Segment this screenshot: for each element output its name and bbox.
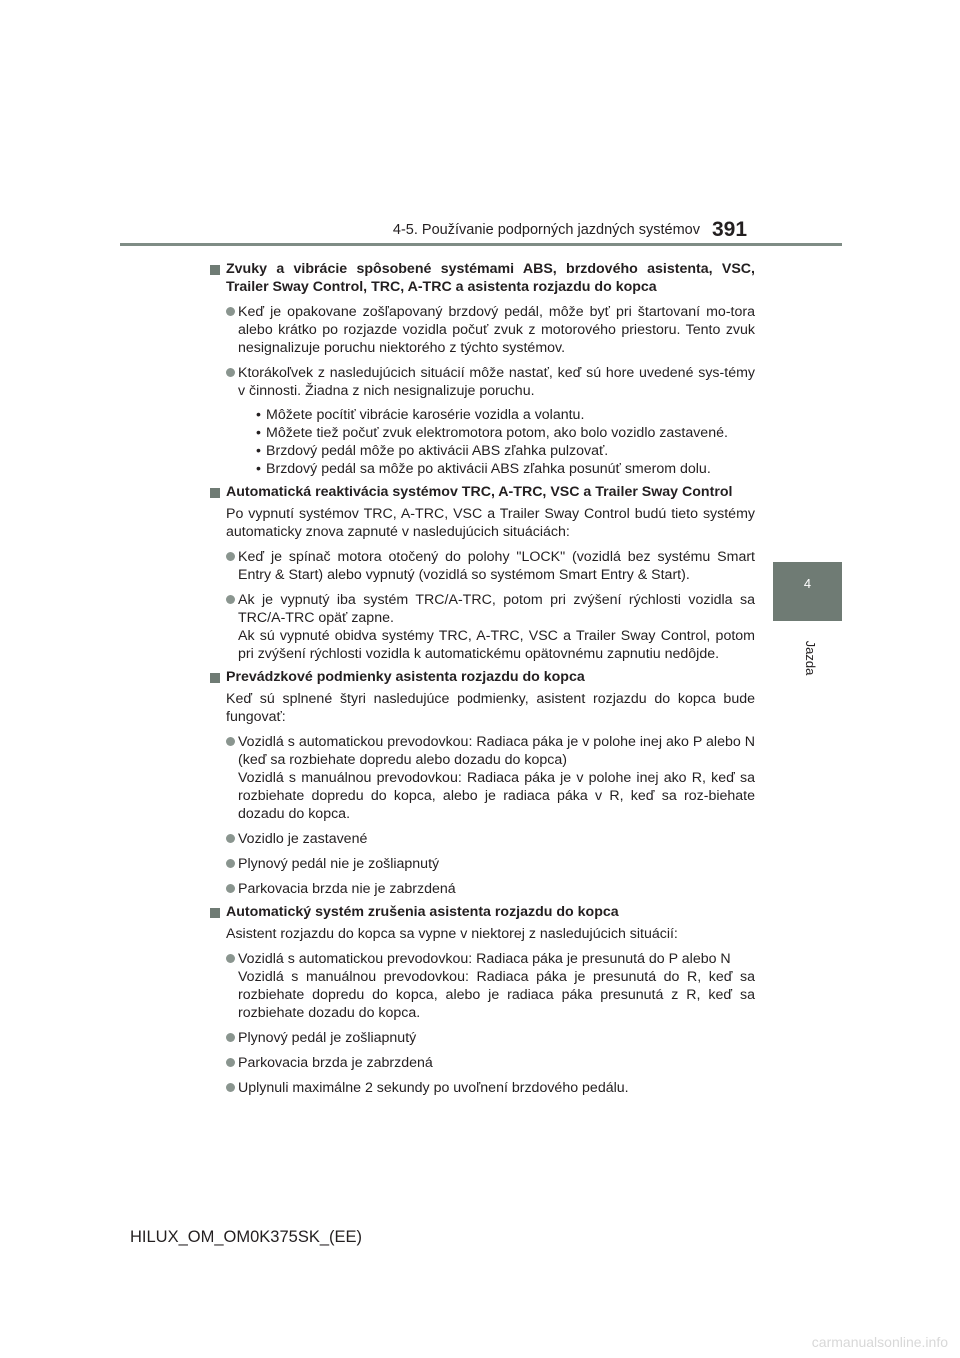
bullet-item bbox=[210, 830, 755, 848]
round-bullet-icon bbox=[226, 737, 235, 746]
bullet-item bbox=[210, 303, 755, 357]
square-bullet-icon bbox=[210, 265, 220, 275]
section-title: Automatický systém zrušenia asistenta rozjazdu do kopca bbox=[226, 904, 619, 920]
section-intro: Po vypnutí systémov TRC, A-TRC, VSC a Trailer Sway Control budú tieto systémy automaticky znova zapnuté v nasledujúcich situáciách: bbox=[226, 506, 755, 540]
round-bullet-icon bbox=[226, 859, 235, 868]
main-content bbox=[210, 255, 755, 1097]
chapter-number: 4 bbox=[803, 576, 812, 591]
sub-item bbox=[238, 460, 755, 478]
small-dot-icon: • bbox=[256, 443, 261, 459]
bullet-item bbox=[210, 591, 755, 663]
section-title: Zvuky a vibrácie spôsobené systémami ABS, brzdového asistenta, VSC, Trailer Sway Control, TRC, A-TRC a asistenta rozjazdu do kopca bbox=[226, 261, 755, 295]
sub-item bbox=[238, 406, 755, 424]
chapter-tab bbox=[773, 562, 842, 621]
round-bullet-icon bbox=[226, 834, 235, 843]
bullet-text: Vozidlá s automatickou prevodovkou: Radiaca páka je v polohe inej ako P alebo N (keď sa rozbiehate dopredu alebo dozadu do kopca) bbox=[238, 734, 755, 768]
bullet-item bbox=[210, 1079, 755, 1097]
bullet-text: Vozidlá s automatickou prevodovkou: Radiaca páka je presunutá do P alebo N bbox=[238, 951, 731, 967]
square-bullet-icon bbox=[210, 908, 220, 918]
document-code: HILUX_OM_OM0K375SK_(EE) bbox=[130, 1228, 363, 1246]
round-bullet-icon bbox=[226, 368, 235, 377]
sub-item-text: Brzdový pedál sa môže po aktivácii ABS zľahka posunúť smerom dolu. bbox=[266, 461, 711, 477]
round-bullet-icon bbox=[226, 307, 235, 316]
section-heading bbox=[210, 668, 755, 686]
bullet-item bbox=[210, 364, 755, 478]
bullet-text: Vozidlo je zastavené bbox=[238, 831, 368, 847]
round-bullet-icon bbox=[226, 1058, 235, 1067]
sub-item-text: Môžete tiež počuť zvuk elektromotora potom, ako bolo vozidlo zastavené. bbox=[266, 425, 728, 441]
bullet-item bbox=[210, 880, 755, 898]
page-number: 391 bbox=[712, 218, 748, 241]
chapter-label: Jazda bbox=[803, 640, 818, 676]
sub-item-text: Môžete pocítiť vibrácie karosérie vozidla a volantu. bbox=[266, 407, 585, 423]
header-section-title: 4-5. Používanie podporných jazdných systémov bbox=[392, 222, 700, 238]
bullet-item bbox=[210, 950, 755, 1022]
small-dot-icon: • bbox=[256, 425, 261, 441]
bullet-text: Uplynuli maximálne 2 sekundy po uvoľnení brzdového pedálu. bbox=[238, 1080, 629, 1096]
bullet-item bbox=[210, 855, 755, 873]
section-title: Prevádzkové podmienky asistenta rozjazdu do kopca bbox=[226, 669, 585, 685]
bullet-text: Parkovacia brzda nie je zabrzdená bbox=[238, 881, 456, 897]
square-bullet-icon bbox=[210, 488, 220, 498]
header-divider bbox=[120, 243, 842, 246]
sub-item-text: Brzdový pedál môže po aktivácii ABS zľahka pulzovať. bbox=[266, 443, 609, 459]
round-bullet-icon bbox=[226, 1033, 235, 1042]
sub-item bbox=[238, 424, 755, 442]
section-intro: Keď sú splnené štyri nasledujúce podmienky, asistent rozjazdu do kopca bude fungovať: bbox=[226, 691, 755, 725]
bullet-text: Plynový pedál nie je zošliapnutý bbox=[238, 856, 440, 872]
small-dot-icon: • bbox=[256, 407, 261, 423]
section-heading bbox=[210, 260, 755, 296]
sub-list bbox=[238, 406, 755, 478]
section-intro: Asistent rozjazdu do kopca sa vypne v niektorej z nasledujúcich situácií: bbox=[226, 926, 678, 942]
bullet-extra-text: Vozidlá s manuálnou prevodovkou: Radiaca páka je v polohe inej ako R, keď sa rozbiehate dopredu do kopca, alebo je radiaca páka v R, keď sa roz-biehate dozadu do kopca. bbox=[238, 770, 755, 822]
bullet-item bbox=[210, 733, 755, 823]
bullet-text: Ktorákoľvek z nasledujúcich situácií môže nastať, keď sú hore uvedené sys-témy v činnosti. Žiadna z nich nesignalizuje poruchu. bbox=[238, 365, 755, 399]
bullet-item bbox=[210, 548, 755, 584]
bullet-text: Ak je vypnutý iba systém TRC/A-TRC, potom pri zvýšení rýchlosti vozidla sa TRC/A-TRC opäť zapne. bbox=[238, 592, 755, 626]
round-bullet-icon bbox=[226, 884, 235, 893]
section-heading bbox=[210, 903, 755, 921]
round-bullet-icon bbox=[226, 552, 235, 561]
bullet-extra-text: Ak sú vypnuté obidva systémy TRC, A-TRC, VSC a Trailer Sway Control, potom pri zvýšení rýchlosti vozidla k automatickému opätovnému zapnutiu nedôjde. bbox=[238, 628, 755, 662]
bullet-item bbox=[210, 1029, 755, 1047]
bullet-text: Plynový pedál je zošliapnutý bbox=[238, 1030, 417, 1046]
bullet-item bbox=[210, 1054, 755, 1072]
sub-item bbox=[238, 442, 755, 460]
section-heading bbox=[210, 483, 755, 501]
bullet-text: Parkovacia brzda je zabrzdená bbox=[238, 1055, 433, 1071]
section-title: Automatická reaktivácia systémov TRC, A-TRC, VSC a Trailer Sway Control bbox=[226, 484, 733, 500]
small-dot-icon: • bbox=[256, 461, 261, 477]
square-bullet-icon bbox=[210, 673, 220, 683]
watermark: carmanualsonline.info bbox=[811, 1334, 948, 1350]
bullet-text: Keď je spínač motora otočený do polohy "LOCK" (vozidlá bez systému Smart Entry & Start) alebo vypnutý (vozidlá so systémom Smart Entry & Start). bbox=[238, 549, 755, 583]
bullet-text: Keď je opakovane zošľapovaný brzdový pedál, môže byť pri štartovaní mo-tora alebo krátko po rozjazde vozidla počuť zvuk z motorového priestoru. Tento zvuk nesignalizuje poruchu niektorého z týchto systémov. bbox=[238, 304, 755, 356]
round-bullet-icon bbox=[226, 954, 235, 963]
bullet-extra-text: Vozidlá s manuálnou prevodovkou: Radiaca páka je presunutá do R, keď sa rozbiehate dopredu do kopca, alebo je radiaca páka presunutá z R, keď sa rozbiehate dozadu do kopca. bbox=[238, 969, 755, 1021]
round-bullet-icon bbox=[226, 1083, 235, 1092]
round-bullet-icon bbox=[226, 595, 235, 604]
